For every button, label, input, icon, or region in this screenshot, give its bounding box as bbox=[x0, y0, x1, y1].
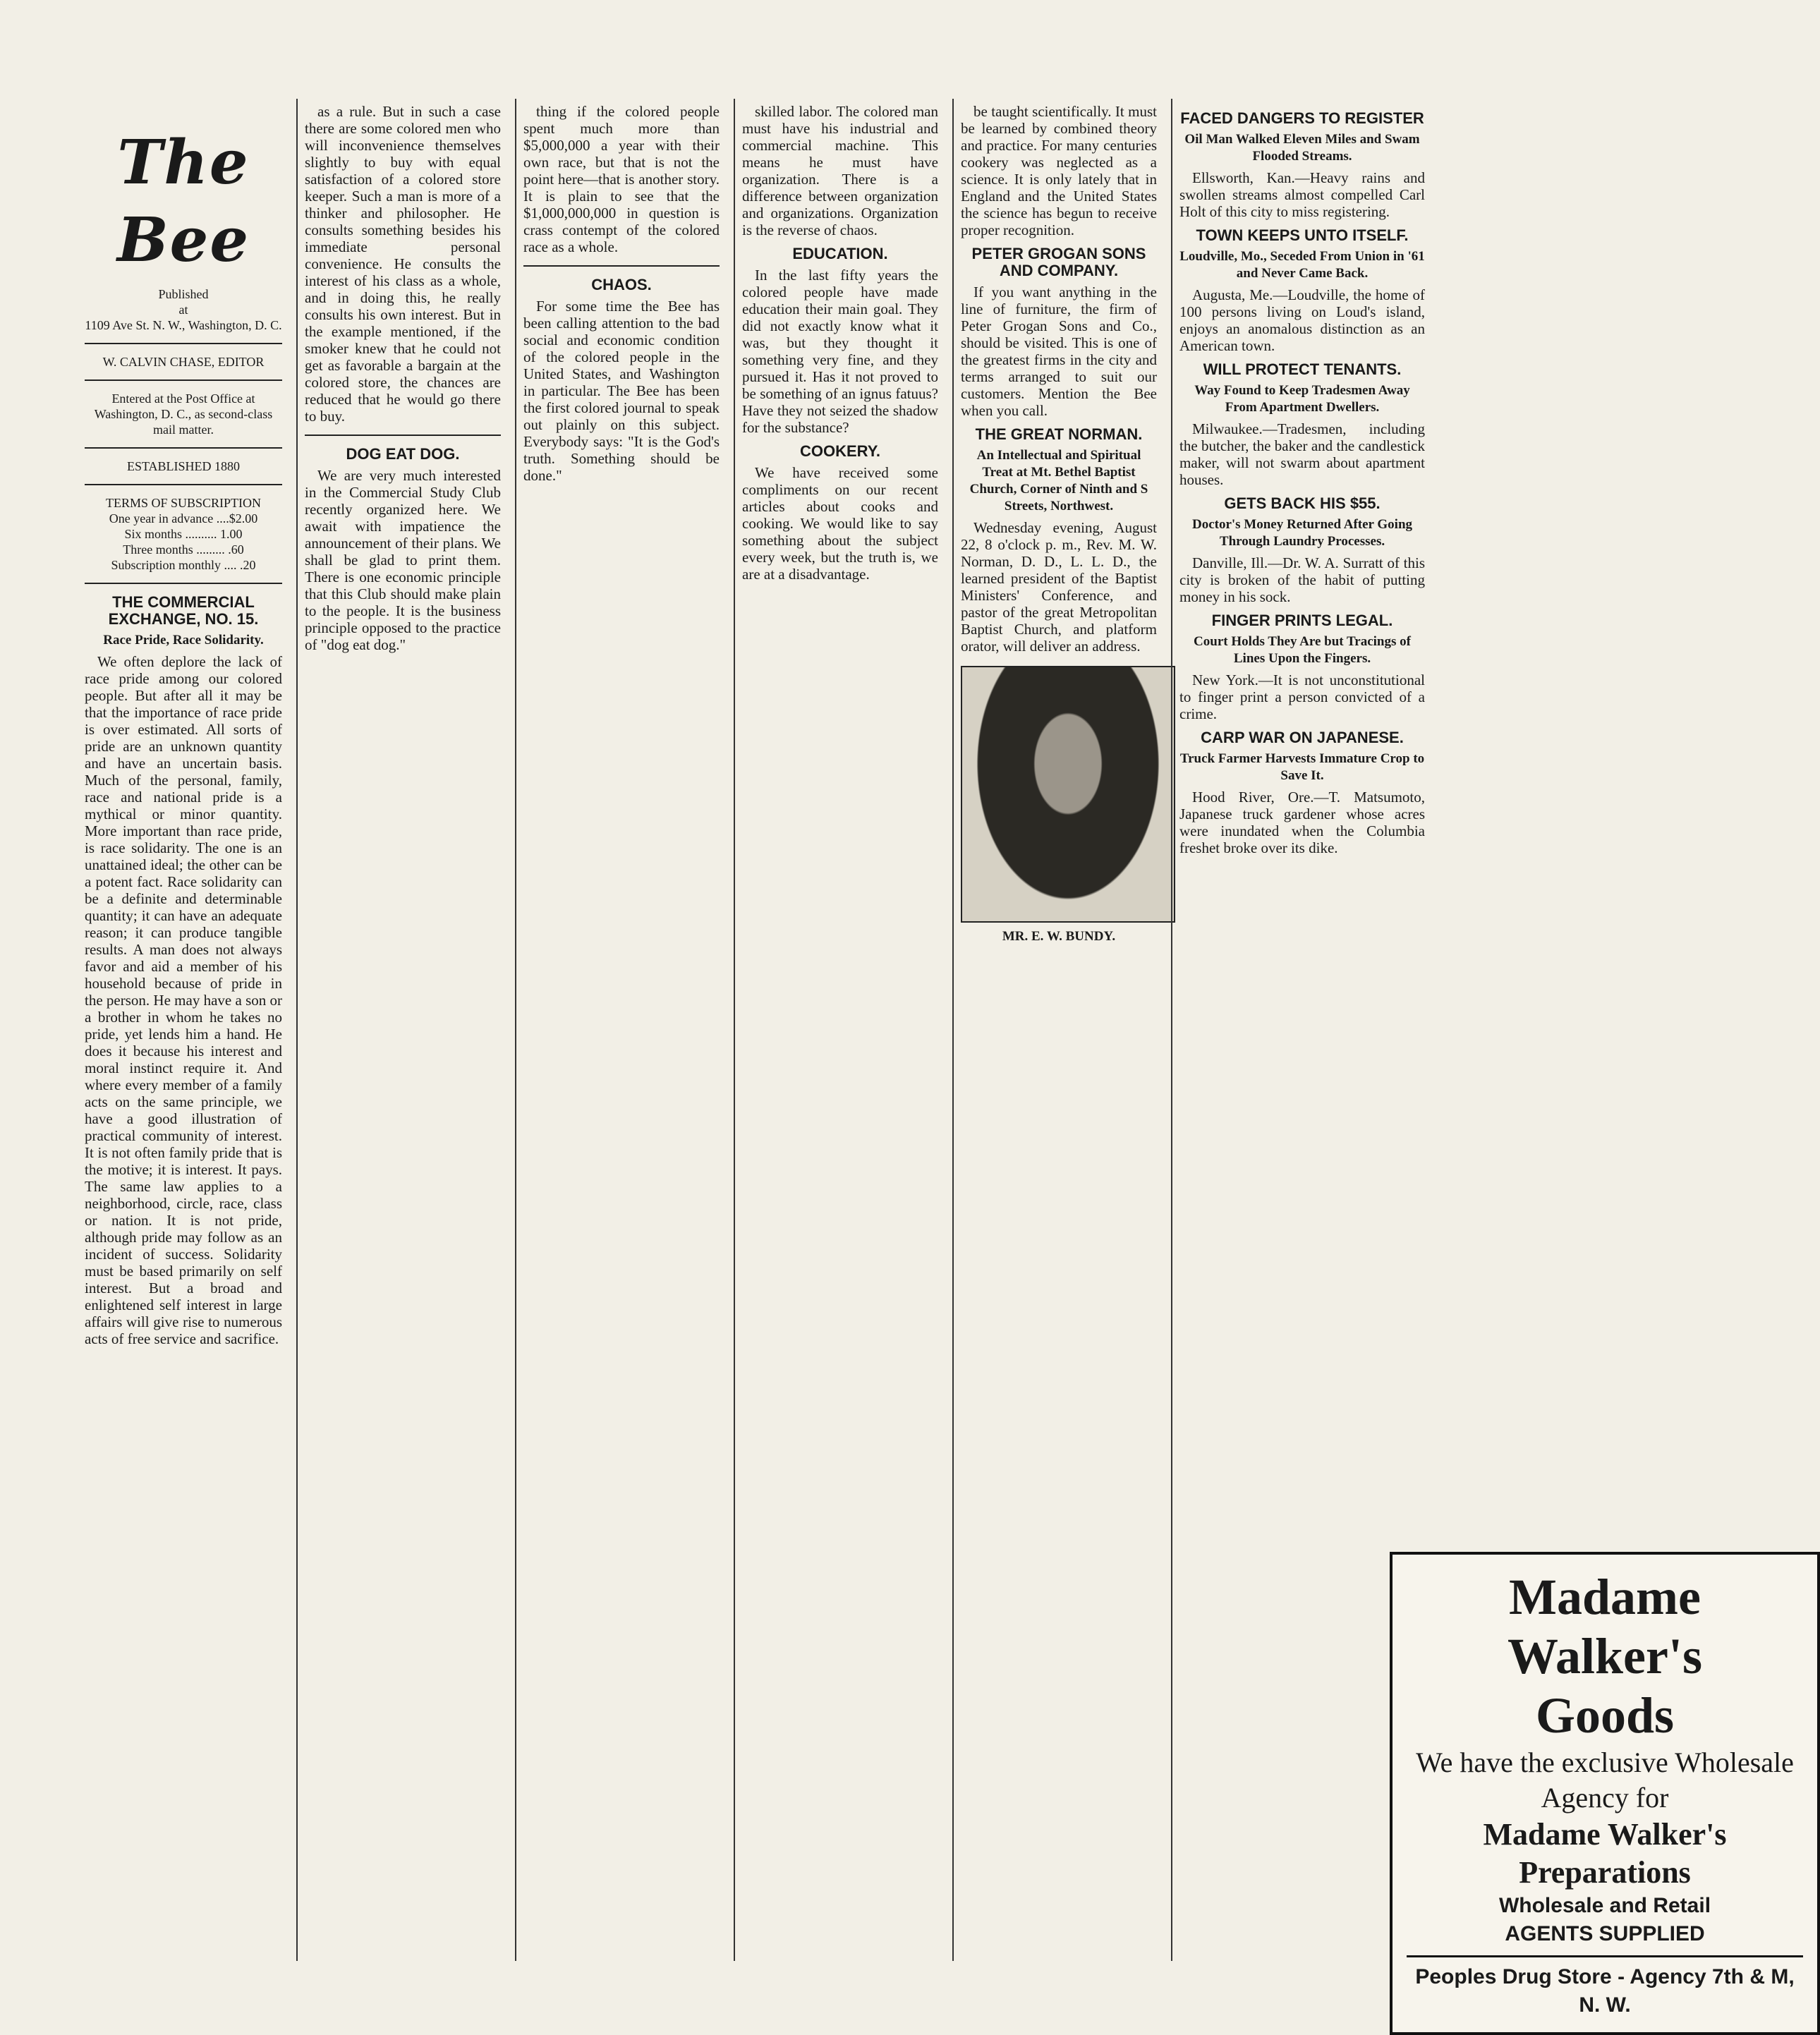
ad-title-2: Goods bbox=[1535, 1687, 1675, 1744]
article-headline: WILL PROTECT TENANTS. bbox=[1203, 360, 1402, 378]
column-1 bbox=[78, 99, 289, 1961]
article-subhead: Doctor's Money Returned After Going Through Laundry Processes. bbox=[1191, 517, 1413, 549]
article-headline: TOWN KEEPS UNTO ITSELF. bbox=[1196, 226, 1409, 244]
article-headline: FINGER PRINTS LEGAL. bbox=[1211, 612, 1393, 629]
masthead-title: The Bee bbox=[116, 127, 250, 276]
ad-line: Agency for bbox=[1541, 1782, 1669, 1814]
article-headline: COOKERY. bbox=[799, 442, 881, 460]
article-headline: FACED DANGERS TO REGISTER bbox=[1180, 109, 1424, 127]
at-label: at bbox=[178, 303, 188, 317]
divider bbox=[85, 447, 282, 449]
divider bbox=[85, 379, 282, 381]
divider bbox=[85, 583, 282, 584]
column-2 bbox=[296, 99, 508, 1961]
entered-notice: Entered at the Post Office at Washington, D. C., as second-class mail matter. bbox=[94, 391, 273, 437]
article-body: In the last fifty years the colored people have made education their main goal. They did not exactly know what it was, but they thought it something very fine, and they pursued it. Has it not proved to be something of an ignus fatuus? Have they not seized the shadow for the substance? bbox=[742, 267, 938, 436]
ad-wrapper bbox=[1390, 1538, 1820, 2035]
photo-caption: MR. E. W. BUNDY. bbox=[1002, 929, 1116, 944]
article-body: Hood River, Ore.—T. Matsumoto, Japanese truck gardener whose acres were inundated when the Columbia freshet broke over its dike. bbox=[1179, 789, 1425, 856]
divider bbox=[85, 343, 282, 344]
article-body: Wednesday evening, August 22, 8 o'clock p. m., Rev. M. W. Norman, D. D., L. L. D., the learned president of the Baptist Ministers' Conference, and pastor of the great Metropolitan Baptist Church, and platform orator, will deliver an address. bbox=[961, 519, 1157, 655]
address: 1109 Ave St. N. W., Washington, D. C. bbox=[85, 318, 282, 332]
article-body: Ellsworth, Kan.—Heavy rains and swollen streams almost compelled Carl Holt of this city to miss registering. bbox=[1179, 169, 1425, 220]
article-body: For some time the Bee has been calling attention to the bad social and economic condition of the colored people in the United States, and Washington in particular. The Bee has been the first colored journal to speak out plainly on this subject. Everybody says: "It is the God's truth. Something should be done." bbox=[523, 298, 720, 484]
terms-line: Three months ......... .60 bbox=[123, 542, 244, 557]
article-body: New York.—It is not unconstitutional to finger print a person convicted of a crime. bbox=[1179, 672, 1425, 722]
divider bbox=[85, 484, 282, 485]
article-subhead: Court Holds They Are but Tracings of Lines Upon the Fingers. bbox=[1194, 634, 1411, 666]
article-headline: THE COMMERCIAL EXCHANGE, NO. 15. bbox=[108, 593, 259, 628]
column-5 bbox=[952, 99, 1164, 1961]
article-body: Augusta, Me.—Loudville, the home of 100 persons living on Loud's island, enjoys an anomalous distinction as an American town. bbox=[1179, 286, 1425, 354]
article-body: as a rule. But in such a case there are some colored men who will inconvenience themselves slightly to buy with equal satisfaction of a colored store keeper. Such a man is more of a thinker and philosopher. He consults something besides his immediate personal convenience. He consults the interest of his class as a whole, and in doing this, he really consults his own interest. But in the example mentioned, if the smoker knew that he could not get as favorable a bargain at the colored store, the chances are reduced that he would go there to buy. bbox=[305, 103, 501, 425]
terms-line: One year in advance ....$2.00 bbox=[109, 511, 258, 526]
article-headline: DOG EAT DOG. bbox=[346, 445, 460, 463]
article-subhead: Truck Farmer Harvests Immature Crop to Save It. bbox=[1179, 751, 1425, 783]
portrait-photo bbox=[961, 666, 1175, 923]
article-headline: THE GREAT NORMAN. bbox=[975, 425, 1143, 443]
ad-line: Peoples Drug Store - Agency 7th & M, N. W. bbox=[1407, 1955, 1803, 2019]
article-subhead: Loudville, Mo., Seceded From Union in '61 and Never Came Back. bbox=[1179, 249, 1425, 281]
madame-walker-ad bbox=[1390, 1552, 1820, 2035]
article-headline: CARP WAR ON JAPANESE. bbox=[1201, 729, 1404, 746]
article-subhead: Way Found to Keep Tradesmen Away From Apartment Dwellers. bbox=[1194, 383, 1410, 415]
divider bbox=[305, 435, 501, 436]
published-label: Published bbox=[158, 287, 209, 301]
article-headline: GETS BACK HIS $55. bbox=[1224, 494, 1381, 512]
article-body: Milwaukee.—Tradesmen, including the butcher, the baker and the candlestick maker, will not swarm about apartment houses. bbox=[1179, 420, 1425, 488]
established: ESTABLISHED 1880 bbox=[126, 459, 241, 473]
terms-line: Six months .......... 1.00 bbox=[124, 527, 243, 541]
article-headline: CHAOS. bbox=[591, 276, 652, 293]
article-subhead: Race Pride, Race Solidarity. bbox=[103, 633, 264, 648]
article-body: skilled labor. The colored man must have his industrial and commercial machine. This means he must have organization. There is a difference between organization and organizations. Organization is the reverse of chaos. bbox=[742, 103, 938, 238]
article-body: be taught scientifically. It must be learned by combined theory and practice. For many centuries cookery was neglected as a science. It is only lately that in England and the United States the science has begun to receive proper recognition. bbox=[961, 103, 1157, 238]
terms-title: TERMS OF SUBSCRIPTION bbox=[105, 496, 262, 510]
article-body: We are very much interested in the Commercial Study Club recently organized here. We await with impatience the announcement of their plans. We shall be glad to print them. There is one economic principle that this Club should make plain to the people. It is the business principle opposed to the practice of "dog eat dog." bbox=[305, 467, 501, 653]
article-headline: EDUCATION. bbox=[792, 245, 888, 262]
ad-line: We have the exclusive Wholesale bbox=[1416, 1747, 1794, 1778]
editor: W. CALVIN CHASE, EDITOR bbox=[102, 355, 265, 369]
ad-line: Madame Walker's Preparations bbox=[1483, 1817, 1727, 1890]
column-4 bbox=[734, 99, 945, 1961]
article-body: Danville, Ill.—Dr. W. A. Surratt of this city is broken of the habit of putting money in his sock. bbox=[1179, 554, 1425, 605]
newspaper-page bbox=[78, 99, 1795, 2017]
ad-line: Wholesale and Retail bbox=[1498, 1894, 1711, 1917]
column-3 bbox=[515, 99, 727, 1961]
ad-title: Madame Walker's bbox=[1507, 1569, 1702, 1684]
divider bbox=[523, 265, 720, 267]
article-body: thing if the colored people spent much more than $5,000,000 a year with their own race, but that is not the point here—that is another story. It is plain to see that the $1,000,000,000 in question is crass contempt of the colored race as a whole. bbox=[523, 103, 720, 255]
article-subhead: Oil Man Walked Eleven Miles and Swam Flooded Streams. bbox=[1184, 132, 1420, 164]
article-subhead: An Intellectual and Spiritual Treat at Mt. Bethel Baptist Church, Corner of Ninth and S Streets, Northwest. bbox=[969, 448, 1148, 514]
article-body: We often deplore the lack of race pride among our colored people. But after all it may be that the importance of race pride is over estimated. All sorts of pride are an unknown quantity and have an uncertain basis. Much of the personal, family, race and national pride is a mythical or minor quantity. More important than race pride, is race solidarity. The one is an unattained ideal; the other can be a potent fact. Race solidarity can be a definite and determinable quantity; it can have an adequate reason; it can produce tangible results. A man does not always favor and aid a member of his household because of pride in the person. He may have a son or a brother in whom he takes no pride, yet lends him a hand. He does it because his interest and moral instinct require it. And where every member of a family acts on the same principle, we have a good illustration of practical community of interest. It is not often family pride that is the motive; it is interest. It pays. The same law applies to a neighborhood, circle, race, class or nation. It is not pride, although pride may follow as an incident of success. Solidarity must be based primarily on self interest. But a broad and enlightened self interest in large affairs will give rise to numerous acts of free service and sacrifice. bbox=[85, 653, 282, 1347]
article-body: If you want anything in the line of furniture, the firm of Peter Grogan Sons and Co., should be visited. This is one of the greatest firms in the city and terms arranged to suit our customers. Mention the Bee when you call. bbox=[961, 284, 1157, 419]
ad-line: AGENTS SUPPLIED bbox=[1505, 1922, 1705, 1945]
article-headline: PETER GROGAN SONS AND COMPANY. bbox=[971, 245, 1146, 279]
terms-line: Subscription monthly .... .20 bbox=[111, 558, 256, 572]
article-body: We have received some compliments on our recent articles about cooks and cooking. We would like to say something about the subject every week, but the truth is, we are at a disadvantage. bbox=[742, 464, 938, 583]
